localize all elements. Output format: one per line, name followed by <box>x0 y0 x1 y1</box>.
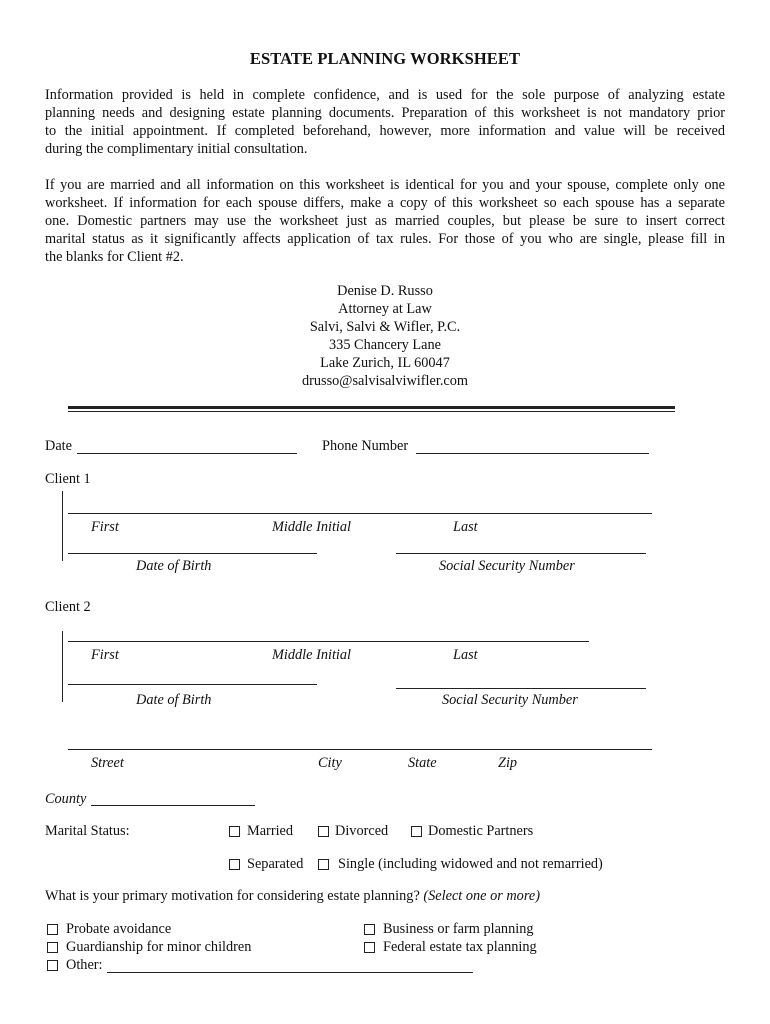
married-checkbox[interactable] <box>229 826 240 837</box>
divorced-checkbox[interactable] <box>318 826 329 837</box>
phone-label: Phone Number <box>322 438 409 454</box>
client1-last-label: Last <box>453 519 478 535</box>
federal-tax-planning-checkbox[interactable] <box>364 942 375 953</box>
client2-middle-label: Middle Initial <box>272 647 352 663</box>
attorney-contact-block <box>0 282 770 390</box>
client1-dob-label: Date of Birth <box>136 558 212 574</box>
motivation-question <box>45 888 540 905</box>
client2-dob-label: Date of Birth <box>136 692 212 708</box>
intro-line: one. Domestic partners may use the worksheet just as married couples, but please be sure to insert correct <box>45 213 725 229</box>
probate-avoidance-checkbox[interactable] <box>47 924 58 935</box>
motivation-hint: (Select one or more) <box>423 888 540 904</box>
county-label: County <box>45 791 87 807</box>
phone-field[interactable] <box>416 437 649 454</box>
client1-first-label: First <box>91 519 119 535</box>
attorney-title: Attorney at Law <box>338 301 432 317</box>
intro-line: to the initial appointment. If completed beforehand, however, more information and value will be received <box>45 123 725 139</box>
client1-ssn-label: Social Security Number <box>439 558 575 574</box>
business-planning-checkbox[interactable] <box>364 924 375 935</box>
intro-line: marital status as it significantly affects application of tax rules. For those of you who are single, please fill in <box>45 231 725 247</box>
probate-avoidance-label: Probate avoidance <box>66 921 172 937</box>
firm-street: 335 Chancery Lane <box>329 337 441 353</box>
marital-status-label: Marital Status: <box>45 823 130 839</box>
client1-dob-field[interactable] <box>68 537 317 554</box>
client1-ssn-field[interactable] <box>396 537 646 554</box>
zip-label: Zip <box>498 755 518 771</box>
address-field[interactable] <box>68 733 652 750</box>
county-field[interactable] <box>91 789 255 806</box>
page-title: ESTATE PLANNING WORKSHEET <box>249 49 521 68</box>
separated-checkbox[interactable] <box>229 859 240 870</box>
motivation-question-text: What is your primary motivation for considering estate planning? <box>45 888 420 904</box>
client1-name-field[interactable] <box>68 497 652 514</box>
other-checkbox[interactable] <box>47 960 58 971</box>
firm-city: Lake Zurich, IL 60047 <box>320 355 450 371</box>
client2-last-label: Last <box>453 647 478 663</box>
firm-name: Salvi, Salvi & Wifler, P.C. <box>309 319 461 335</box>
attorney-email: drusso@salvisalviwifler.com <box>301 373 469 389</box>
intro-line: If you are married and all information on this worksheet is identical for you and your spouse, complete only one <box>45 177 725 193</box>
other-field[interactable] <box>107 956 473 973</box>
business-planning-label: Business or farm planning <box>383 921 534 937</box>
bracket-line <box>62 491 63 561</box>
domestic-partners-label: Domestic Partners <box>428 823 534 839</box>
intro-paragraph-1 <box>45 86 725 158</box>
client2-name-field[interactable] <box>68 625 589 642</box>
divorced-label: Divorced <box>335 823 389 839</box>
intro-line: planning needs and designing estate planning documents. Preparation of this worksheet is not mandatory prior <box>45 105 725 121</box>
intro-line: Information provided is held in complete confidence, and is used for the sole purpose of analyzing estate <box>45 87 725 103</box>
attorney-name: Denise D. Russo <box>337 283 433 299</box>
intro-line: during the complimentary initial consultation. <box>45 141 308 157</box>
client1-heading: Client 1 <box>45 471 91 487</box>
federal-tax-planning-label: Federal estate tax planning <box>383 939 537 955</box>
date-field[interactable] <box>77 437 297 454</box>
guardianship-checkbox[interactable] <box>47 942 58 953</box>
single-checkbox[interactable] <box>318 859 329 870</box>
bracket-line <box>62 631 63 702</box>
client1-middle-label: Middle Initial <box>272 519 352 535</box>
client2-ssn-label: Social Security Number <box>442 692 578 708</box>
domestic-partners-checkbox[interactable] <box>411 826 422 837</box>
client2-dob-field[interactable] <box>68 668 317 685</box>
single-label: Single (including widowed and not remarried) <box>338 856 603 872</box>
client2-heading: Client 2 <box>45 599 91 615</box>
city-label: City <box>318 755 342 771</box>
guardianship-label: Guardianship for minor children <box>66 939 252 955</box>
other-label: Other: <box>66 957 103 973</box>
intro-line: worksheet. If information for each spouse differs, make a copy of this worksheet so each spouse has a separate <box>45 195 725 211</box>
section-divider <box>68 411 675 412</box>
state-label: State <box>408 755 437 771</box>
client2-first-label: First <box>91 647 119 663</box>
intro-line: the blanks for Client #2. <box>45 249 184 265</box>
client2-ssn-field[interactable] <box>396 672 646 689</box>
street-label: Street <box>91 755 124 771</box>
section-divider <box>68 406 675 409</box>
date-label: Date <box>45 438 72 454</box>
separated-label: Separated <box>247 856 304 872</box>
intro-paragraph-2 <box>45 176 725 266</box>
married-label: Married <box>247 823 294 839</box>
